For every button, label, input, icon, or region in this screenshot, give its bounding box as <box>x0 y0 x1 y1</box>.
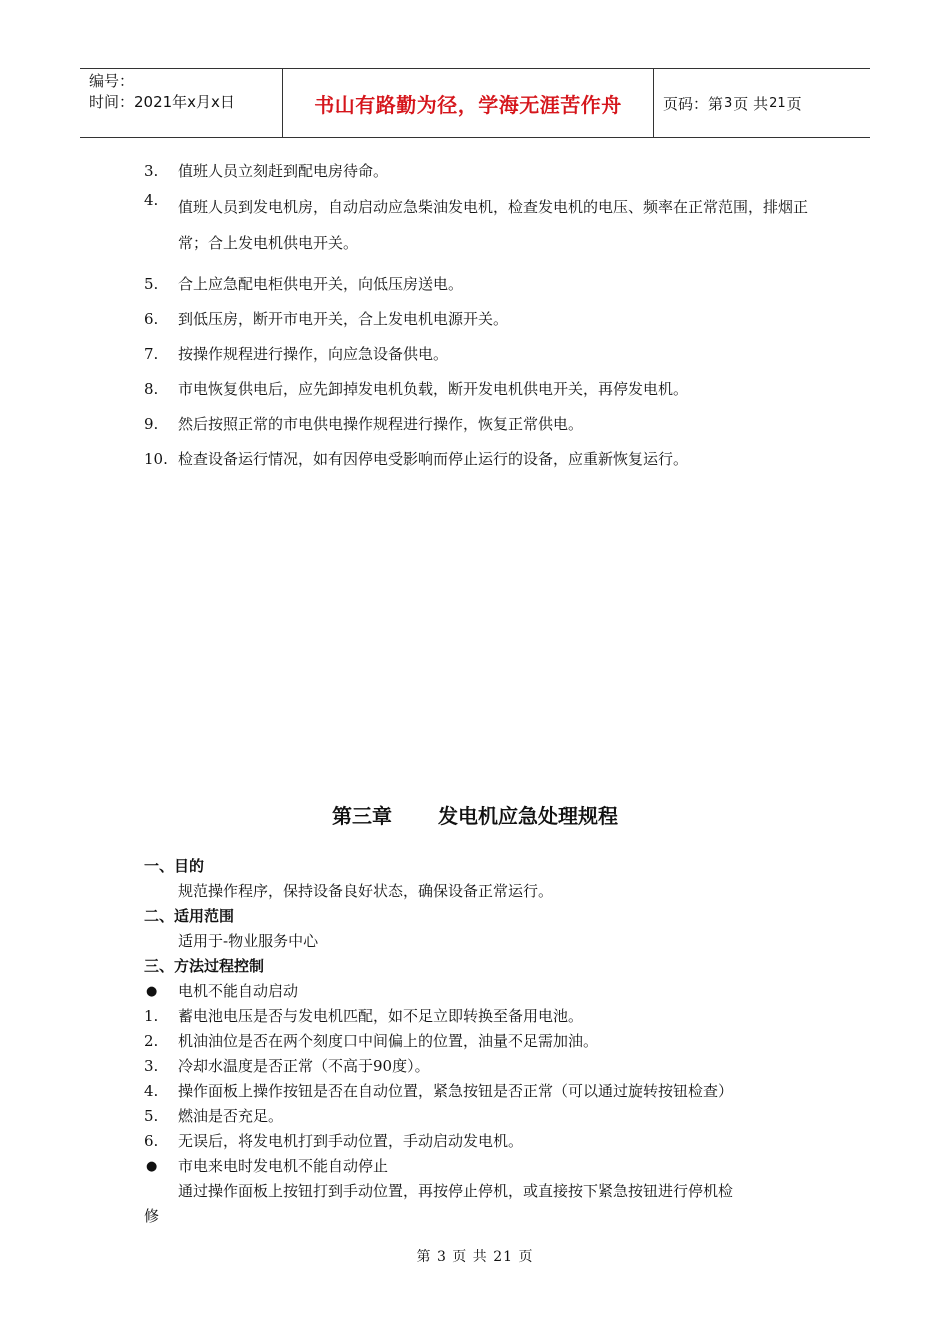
header-page-info <box>654 69 870 137</box>
document-date: 时间：2021年x月x日 <box>89 93 235 111</box>
paragraph-line: 通过操作面板上按钮打到手动位置，再按停止停机，或直接按下紧急按钮进行停机检 <box>178 1182 734 1200</box>
section-heading-scope: 二、适用范围 <box>144 907 235 925</box>
page-suffix: 页 <box>786 94 802 113</box>
section-body-purpose: 规范操作程序，保持设备良好状态，确保设备正常运行。 <box>178 882 554 900</box>
page-footer: 第 3 页 共 21 页 <box>416 1249 534 1265</box>
list-item: 2. 机油油位是否在两个刻度口中间偏上的位置，油量不足需加油。 <box>144 1032 599 1050</box>
list-item: 9. 然后按照正常的市电供电操作规程进行操作，恢复正常供电。 <box>144 415 584 433</box>
bullet-icon: ● <box>146 1159 158 1174</box>
bullet-item: ● 市电来电时发电机不能自动停止 <box>144 1154 824 1179</box>
list-item: 3. 冷却水温度是否正常（不高于90度）。 <box>144 1057 430 1075</box>
header-motto-cell <box>282 69 654 137</box>
bullet-item: ● 电机不能自动启动 <box>144 979 824 1004</box>
section-heading-method: 三、方法过程控制 <box>144 957 265 975</box>
header-meta <box>80 69 282 137</box>
chapter-number: 第三章 <box>332 804 392 828</box>
section-body-scope: 适用于-物业服务中心 <box>178 932 319 950</box>
page-prefix: 页码：第 <box>663 94 724 113</box>
list-item: 10. 检查设备运行情况，如有因停电受影响而停止运行的设备，应重新恢复运行。 <box>144 450 689 468</box>
list-item: 4. 值班人员到发电机房，自动启动应急柴油发电机，检查发电机的电压、频率在正常范围，排烟正常；合上发电机供电开关。 <box>144 191 809 252</box>
document-code-label: 编号： <box>89 72 135 90</box>
bullet-icon: ● <box>146 984 158 999</box>
list-item: 4. 操作面板上操作按钮是否在自动位置，紧急按钮是否正常（可以通过旋转按钮检查） <box>144 1082 734 1100</box>
chapter-body <box>144 854 824 1229</box>
procedure-steps-list <box>144 160 824 483</box>
list-item: 3. 值班人员立刻赶到配电房待命。 <box>144 162 389 180</box>
page-current: 3 <box>724 95 733 111</box>
list-item: 7. 按操作规程进行操作，向应急设备供电。 <box>144 345 449 363</box>
paragraph-line: 修 <box>144 1207 160 1225</box>
list-item: 5. 合上应急配电柜供电开关，向低压房送电。 <box>144 275 464 293</box>
chapter-name: 发电机应急处理规程 <box>438 804 618 828</box>
page-mid: 页 共 <box>733 94 769 113</box>
page-total: 21 <box>769 95 786 111</box>
page-header <box>80 68 870 138</box>
header-motto: 书山有路勤为径，学海无涯苦作舟 <box>314 92 622 117</box>
section-heading-purpose: 一、目的 <box>144 857 205 875</box>
list-item: 1. 蓄电池电压是否与发电机匹配，如不足立即转换至备用电池。 <box>144 1007 584 1025</box>
list-item: 5. 燃油是否充足。 <box>144 1107 284 1125</box>
list-item: 6. 到低压房，断开市电开关，合上发电机电源开关。 <box>144 310 509 328</box>
chapter-title <box>0 800 950 829</box>
list-item: 8. 市电恢复供电后，应先卸掉发电机负载，断开发电机供电开关，再停发电机。 <box>144 380 689 398</box>
list-item: 6. 无误后，将发电机打到手动位置，手动启动发电机。 <box>144 1132 524 1150</box>
